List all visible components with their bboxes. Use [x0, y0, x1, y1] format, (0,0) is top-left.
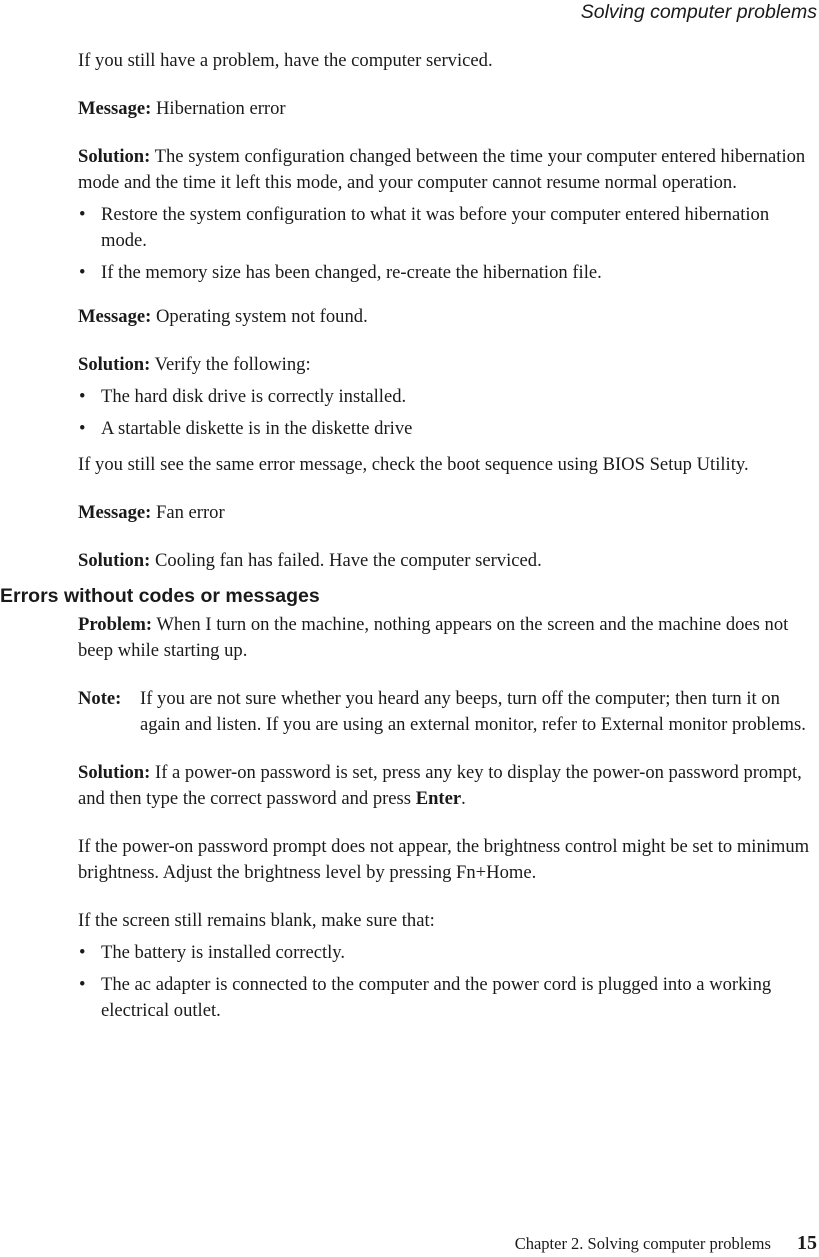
solution-text: The system configuration changed between the time your computer entered hibernation mode and the time it left this mode, and your computer cannot resume normal operation. — [78, 146, 806, 193]
bullet-list-hibernation — [78, 202, 814, 286]
bullet-list-blank-screen — [78, 940, 814, 1024]
intro-paragraph: If you still have a problem, have the computer serviced. — [78, 50, 493, 71]
list-item — [78, 384, 814, 410]
brightness-paragraph: If the power-on password prompt does not appear, the brightness control might be set to minimum brightness. Adjust the brightness level by pressing Fn+Home. — [78, 836, 810, 883]
running-header: Solving computer problems — [580, 1, 817, 23]
message-hibernation — [78, 96, 814, 122]
message-fan-error — [78, 500, 814, 526]
list-item — [78, 940, 814, 966]
bullet-list-os — [78, 384, 814, 442]
solution-text: If a power-on password is set, press any key to display the power-on password prompt, and then type the correct password and press — [78, 762, 802, 809]
list-item-text: The ac adapter is connected to the computer and the power cord is plugged into a working electrical outlet. — [101, 974, 772, 1021]
message-text: Hibernation error — [155, 98, 286, 119]
problem-text: When I turn on the machine, nothing appears on the screen and the machine does not beep while starting up. — [78, 614, 789, 661]
followup-paragraph: If you still see the same error message, check the boot sequence using BIOS Setup Utility. — [78, 454, 749, 475]
list-item — [78, 202, 814, 254]
solution-label: Solution: — [78, 762, 151, 783]
list-item — [78, 260, 814, 286]
message-text: Operating system not found. — [155, 306, 368, 327]
enter-key-label: Enter — [415, 788, 462, 809]
solution-text: Verify the following: — [154, 354, 311, 375]
problem-label: Problem: — [78, 614, 153, 635]
bullet-icon: • — [79, 418, 86, 439]
list-item-text: A startable diskette is in the diskette drive — [101, 418, 413, 439]
solution-os-not-found — [78, 352, 814, 378]
solution-blank-screen — [78, 760, 814, 812]
list-item — [78, 416, 814, 442]
message-label: Message: — [78, 98, 152, 119]
note-text: If you are not sure whether you heard any beeps, turn off the computer; then turn it on again and listen. If you are using an external monitor, refer to External monitor problems. — [140, 688, 806, 735]
list-item-text: The battery is installed correctly. — [101, 942, 346, 963]
bullet-icon: • — [79, 974, 86, 995]
blank-screen-paragraph: If the screen still remains blank, make sure that: — [78, 910, 435, 931]
bullet-icon: • — [79, 942, 86, 963]
solution-label: Solution: — [78, 550, 151, 571]
list-item-text: Restore the system configuration to what it was before your computer entered hibernation mode. — [101, 204, 770, 251]
problem-paragraph — [78, 612, 814, 664]
list-item-text: The hard disk drive is correctly installed. — [101, 386, 407, 407]
list-item — [78, 972, 814, 1024]
bullet-icon: • — [79, 386, 86, 407]
solution-text: Cooling fan has failed. Have the computer serviced. — [155, 550, 542, 571]
note-block — [78, 686, 814, 738]
page-footer — [515, 1232, 817, 1255]
list-item-text: If the memory size has been changed, re-create the hibernation file. — [101, 262, 602, 283]
message-label: Message: — [78, 502, 152, 523]
message-label: Message: — [78, 306, 152, 327]
note-label: Note: — [78, 688, 122, 709]
message-os-not-found — [78, 304, 814, 330]
solution-label: Solution: — [78, 354, 151, 375]
solution-fan-error — [78, 548, 814, 574]
footer-chapter-title: Chapter 2. Solving computer problems — [514, 1234, 771, 1253]
solution-text-end: . — [461, 788, 466, 809]
bullet-icon: • — [79, 262, 86, 283]
solution-hibernation — [78, 144, 814, 196]
page-content — [0, 48, 814, 1030]
bullet-icon: • — [79, 204, 86, 225]
section-heading: Errors without codes or messages — [0, 585, 320, 607]
page-number: 15 — [797, 1232, 817, 1254]
message-text: Fan error — [155, 502, 225, 523]
solution-label: Solution: — [78, 146, 151, 167]
